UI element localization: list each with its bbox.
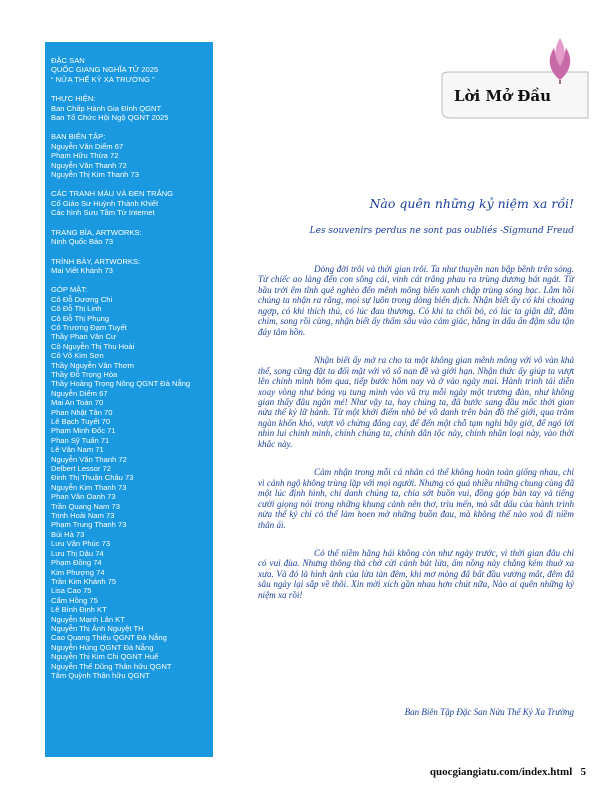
sidebar-section <box>51 257 213 276</box>
sidebar-line: Cô Đỗ Dương Chi <box>51 294 113 304</box>
sidebar-line: Mai Viết Khánh 73 <box>51 265 113 275</box>
sidebar-line: Nguyễn Văn Thanh 72 <box>51 160 127 170</box>
sidebar-line: Phạm Minh Đốc 71 <box>51 426 116 436</box>
sidebar-line: QUỐC GIANG NGHĨA TỬ 2025 <box>51 65 159 75</box>
page-title: Lời Mở Đầu <box>454 87 552 105</box>
intro-body <box>258 264 574 618</box>
sidebar-line: Trần Kim Khánh 75 <box>51 576 117 586</box>
sidebar-section <box>51 228 213 247</box>
sidebar-line: Lisa Cao 75 <box>51 586 92 596</box>
sidebar-line: Ban Chấp Hành Gia Đình QGNT <box>51 103 162 113</box>
sidebar-line: Phạm Hữu Thừa 72 <box>51 151 119 161</box>
sidebar-line: Lưu Văn Phúc 73 <box>51 539 111 549</box>
sidebar-line: Phan Văn Oanh 73 <box>51 492 116 502</box>
sidebar-line: Kim Phượng 74 <box>51 567 105 577</box>
sidebar-section <box>51 56 213 84</box>
sidebar-heading: BAN BIÊN TẬP: <box>51 132 106 142</box>
sidebar-line: Nguyễn Diểm 67 <box>51 388 108 398</box>
sidebar-line: Thầy Đỗ Trọng Hòa <box>51 369 118 379</box>
paragraph: Dòng đời trôi và thời gian trôi. Ta như thuyền nan bập bềnh trên sóng. Từ chiếc ao làng đến con sông cái, vinh cát trắng phau ra trùng dương bát ngát. Từ bầu trời êm tĩnh quê nghèo đến mênh mông biển xanh chập trùng sóng bạc. Lắm hồi chúng ta nhận ra rằng, mọi sự luôn trong dòng biến dịch. Nhận biết ấy có khi choáng ngợp, có khi thích thú, có lúc đau thương. Có khi ta chối bỏ, có lúc ta giận dữ, đắm chìm, song rồi cùng, nhận biết ấy thấm sâu vào cảm giác, hằng in dấu ấn đậm sâu tận đáy tâm hồn. <box>258 264 574 337</box>
sidebar-line: Cô Trương Đạm Tuyết <box>51 322 127 332</box>
sidebar-heading: ĐẶC SAN <box>51 56 85 65</box>
sidebar-line: Mai An Toàn 70 <box>51 398 104 408</box>
sidebar-line: Delbert Lessor 72 <box>51 464 111 474</box>
sidebar-line: Nguyễn Văn Diểm 67 <box>51 141 124 151</box>
sidebar-line: Cẩm Hồng 75 <box>51 595 98 605</box>
sidebar-line: Lê Bình Định KT <box>51 605 107 615</box>
sidebar-line: Tâm Quỳnh Thân hữu QGNT <box>51 670 150 680</box>
footer-url[interactable]: quocgiangiatu.com/index.html <box>429 766 573 778</box>
sidebar-heading: TRANG BÌA, ARTWORKS: <box>51 227 142 237</box>
sidebar-line: Phạm Đồng 74 <box>51 558 102 568</box>
epigraph-source: Les souvenirs perdus ne sont pas oubliés -Sigmund Freud <box>309 226 574 236</box>
sidebar-heading: TRÌNH BÀY, ARTWORKS: <box>51 256 141 266</box>
magnolia-flower-icon <box>540 36 580 84</box>
sidebar-line: Thầy Hoàng Trọng Nông QGNT Đà Nẵng <box>51 379 191 389</box>
sidebar-line: Lê Bạch Tuyết 70 <box>51 417 111 426</box>
paragraph: Có thể niềm hăng hái không còn như ngày trước, vì thời gian đâu chỉ có vui đùa. Nhưng thông thả chờ cửi cánh bát lửa, ấm nồng này chẳng kém thuở xa xưa. Và đó là hình ảnh của lửa tàn đêm, khi mơ mòng đã bất đầu vương mắt, đêm đã sâu ngày lại sắp về thôi. Xin mời xích gần nhau hơn chút nữa, Nào ai quên những kỷ niệm xa rồi! <box>258 547 574 600</box>
sidebar-heading: CÁC TRANH MÀU VÀ ĐEN TRẮNG <box>51 189 174 199</box>
sidebar-line: Nguyễn Kim Thanh 73 <box>51 482 127 492</box>
sidebar-section <box>51 94 213 122</box>
sidebar-line: Thầy Nguyễn Văn Thơm <box>51 360 134 370</box>
sidebar-line: Nguyễn Thị Kim Chi QGNT Huế <box>51 652 159 662</box>
sidebar-line: Nguyễn Văn Thanh 72 <box>51 454 127 464</box>
sidebar-line: Nguyễn Thế Dũng Thân hữu QGNT <box>51 661 172 671</box>
sidebar-line: Lê Văn Nam 71 <box>51 445 104 455</box>
sidebar-line: Ban Tổ Chức Hội Ngộ QGNT 2025 <box>51 113 169 123</box>
sidebar-line: “ NỬA THẾ KỶ XA TRƯỜNG ” <box>51 74 155 84</box>
sidebar-line: Bùi Hà 73 <box>51 529 85 539</box>
sidebar-section <box>51 189 213 217</box>
sidebar-line: Trần Quang Nam 73 <box>51 501 120 511</box>
sidebar-line: Phạm Trung Thanh 73 <box>51 520 127 530</box>
sidebar-line: Cao Quang Thiệu QGNT Đà Nẵng <box>51 633 167 643</box>
sidebar-line: Nguyễn Thị Kim Thanh 73 <box>51 170 139 180</box>
sidebar-line: Phan Nhật Tân 70 <box>51 407 113 417</box>
paragraph: Nhận biết ấy mở ra cho ta một không gian mênh mông với vô vàn khả thể, song cũng đặt ta đối mặt với vô số nan đề và giới hạn. Nhận thức ấy giúp ta vượt lên chính mình hôm qua, tiếp bước hôm nay và ở vào ngày mai. Hành trình tái diễn xoay vòng như bóng vụ tung mình vào vũ trụ mỗi ngày một trương đàn, như không gian thấy đâu ngăn mé! Như vậy ta, hay chúng ta, đã bước sang đầu mốc thời gian nửa thế kỷ lữ hành. Từ một khởi điểm nhỏ bé vô danh trên bản đồ thế giới, qua trăm ngàn khốn khó, vượt vô chừng đắng cay, để đến một chỗ tạm nghỉ bây giờ, để ngó lời nhìn lui chính mình, chính chúng ta, chính dân tộc này, chính nhân loại này, vào thời khắc này. <box>258 355 574 449</box>
sidebar-section <box>51 285 213 680</box>
sidebar-line: Nguyễn Thị Ánh Nguyệt TH <box>51 623 144 633</box>
paragraph: Cảm nhận trong mỗi cá nhân có thể không hoàn toàn giống nhau, chỉ vì cảnh ngộ không trùng lặp với mọi người. Nhưng có quá nhiều những chung cùng đã một lúc định hình, chí danh chúng ta, chia sớt buồn vui, đồng góp bàn tay và tiếng cười giọng nói trong những khung cảnh nên thơ, trìu mến, mà sắt dấu của hành trình nửa thế kỷ chỉ có thể làm hoen mờ những buồn đau, mà không thể nào xoá đi niềm thân ái. <box>258 467 574 530</box>
sidebar-line: Nguyễn Hùng QGNT Đà Nẵng <box>51 642 154 652</box>
epigraph: Nào quên những kỷ niệm xa rồi! <box>369 196 574 211</box>
signature: Ban Biên Tập Đặc San Nửa Thế Kỷ Xa Trường <box>404 707 574 717</box>
sidebar-line: Cố Giáo Sư Huỳnh Thành Khiết <box>51 198 159 208</box>
sidebar-line: Thầy Phan Văn Cư <box>51 332 117 342</box>
sidebar-line: Các hình Sưu Tầm Từ Internet <box>51 208 155 218</box>
sidebar-line: Ninh Quốc Bảo 73 <box>51 237 114 247</box>
sidebar-line: Cô Đỗ Thị Linh <box>51 304 102 314</box>
page-number: 5 <box>580 766 586 778</box>
sidebar-line: Trịnh Hoài Nam 73 <box>51 511 115 521</box>
sidebar-line: Lưu Thị Dậu 74 <box>51 548 104 558</box>
sidebar-line: Nguyễn Mạnh Lân KT <box>51 614 125 624</box>
page-footer <box>430 766 586 778</box>
sidebar-line: Đinh Thị Thuận Châu 73 <box>51 473 134 483</box>
sidebar-line: Cô Võ Kim Sơn <box>51 351 104 361</box>
sidebar-heading: GÓP MẶT: <box>51 285 88 295</box>
sidebar-line: Cô Đỗ Thị Phụng <box>51 313 110 323</box>
sidebar-section <box>51 132 213 179</box>
sidebar-line: Cô Nguyễn Thị Thu Hoài <box>51 341 135 351</box>
sidebar-heading: THỰC HIỆN: <box>51 94 96 104</box>
sidebar-line: Phan Sỹ Tuấn 71 <box>51 435 110 445</box>
sidebar <box>45 42 213 757</box>
